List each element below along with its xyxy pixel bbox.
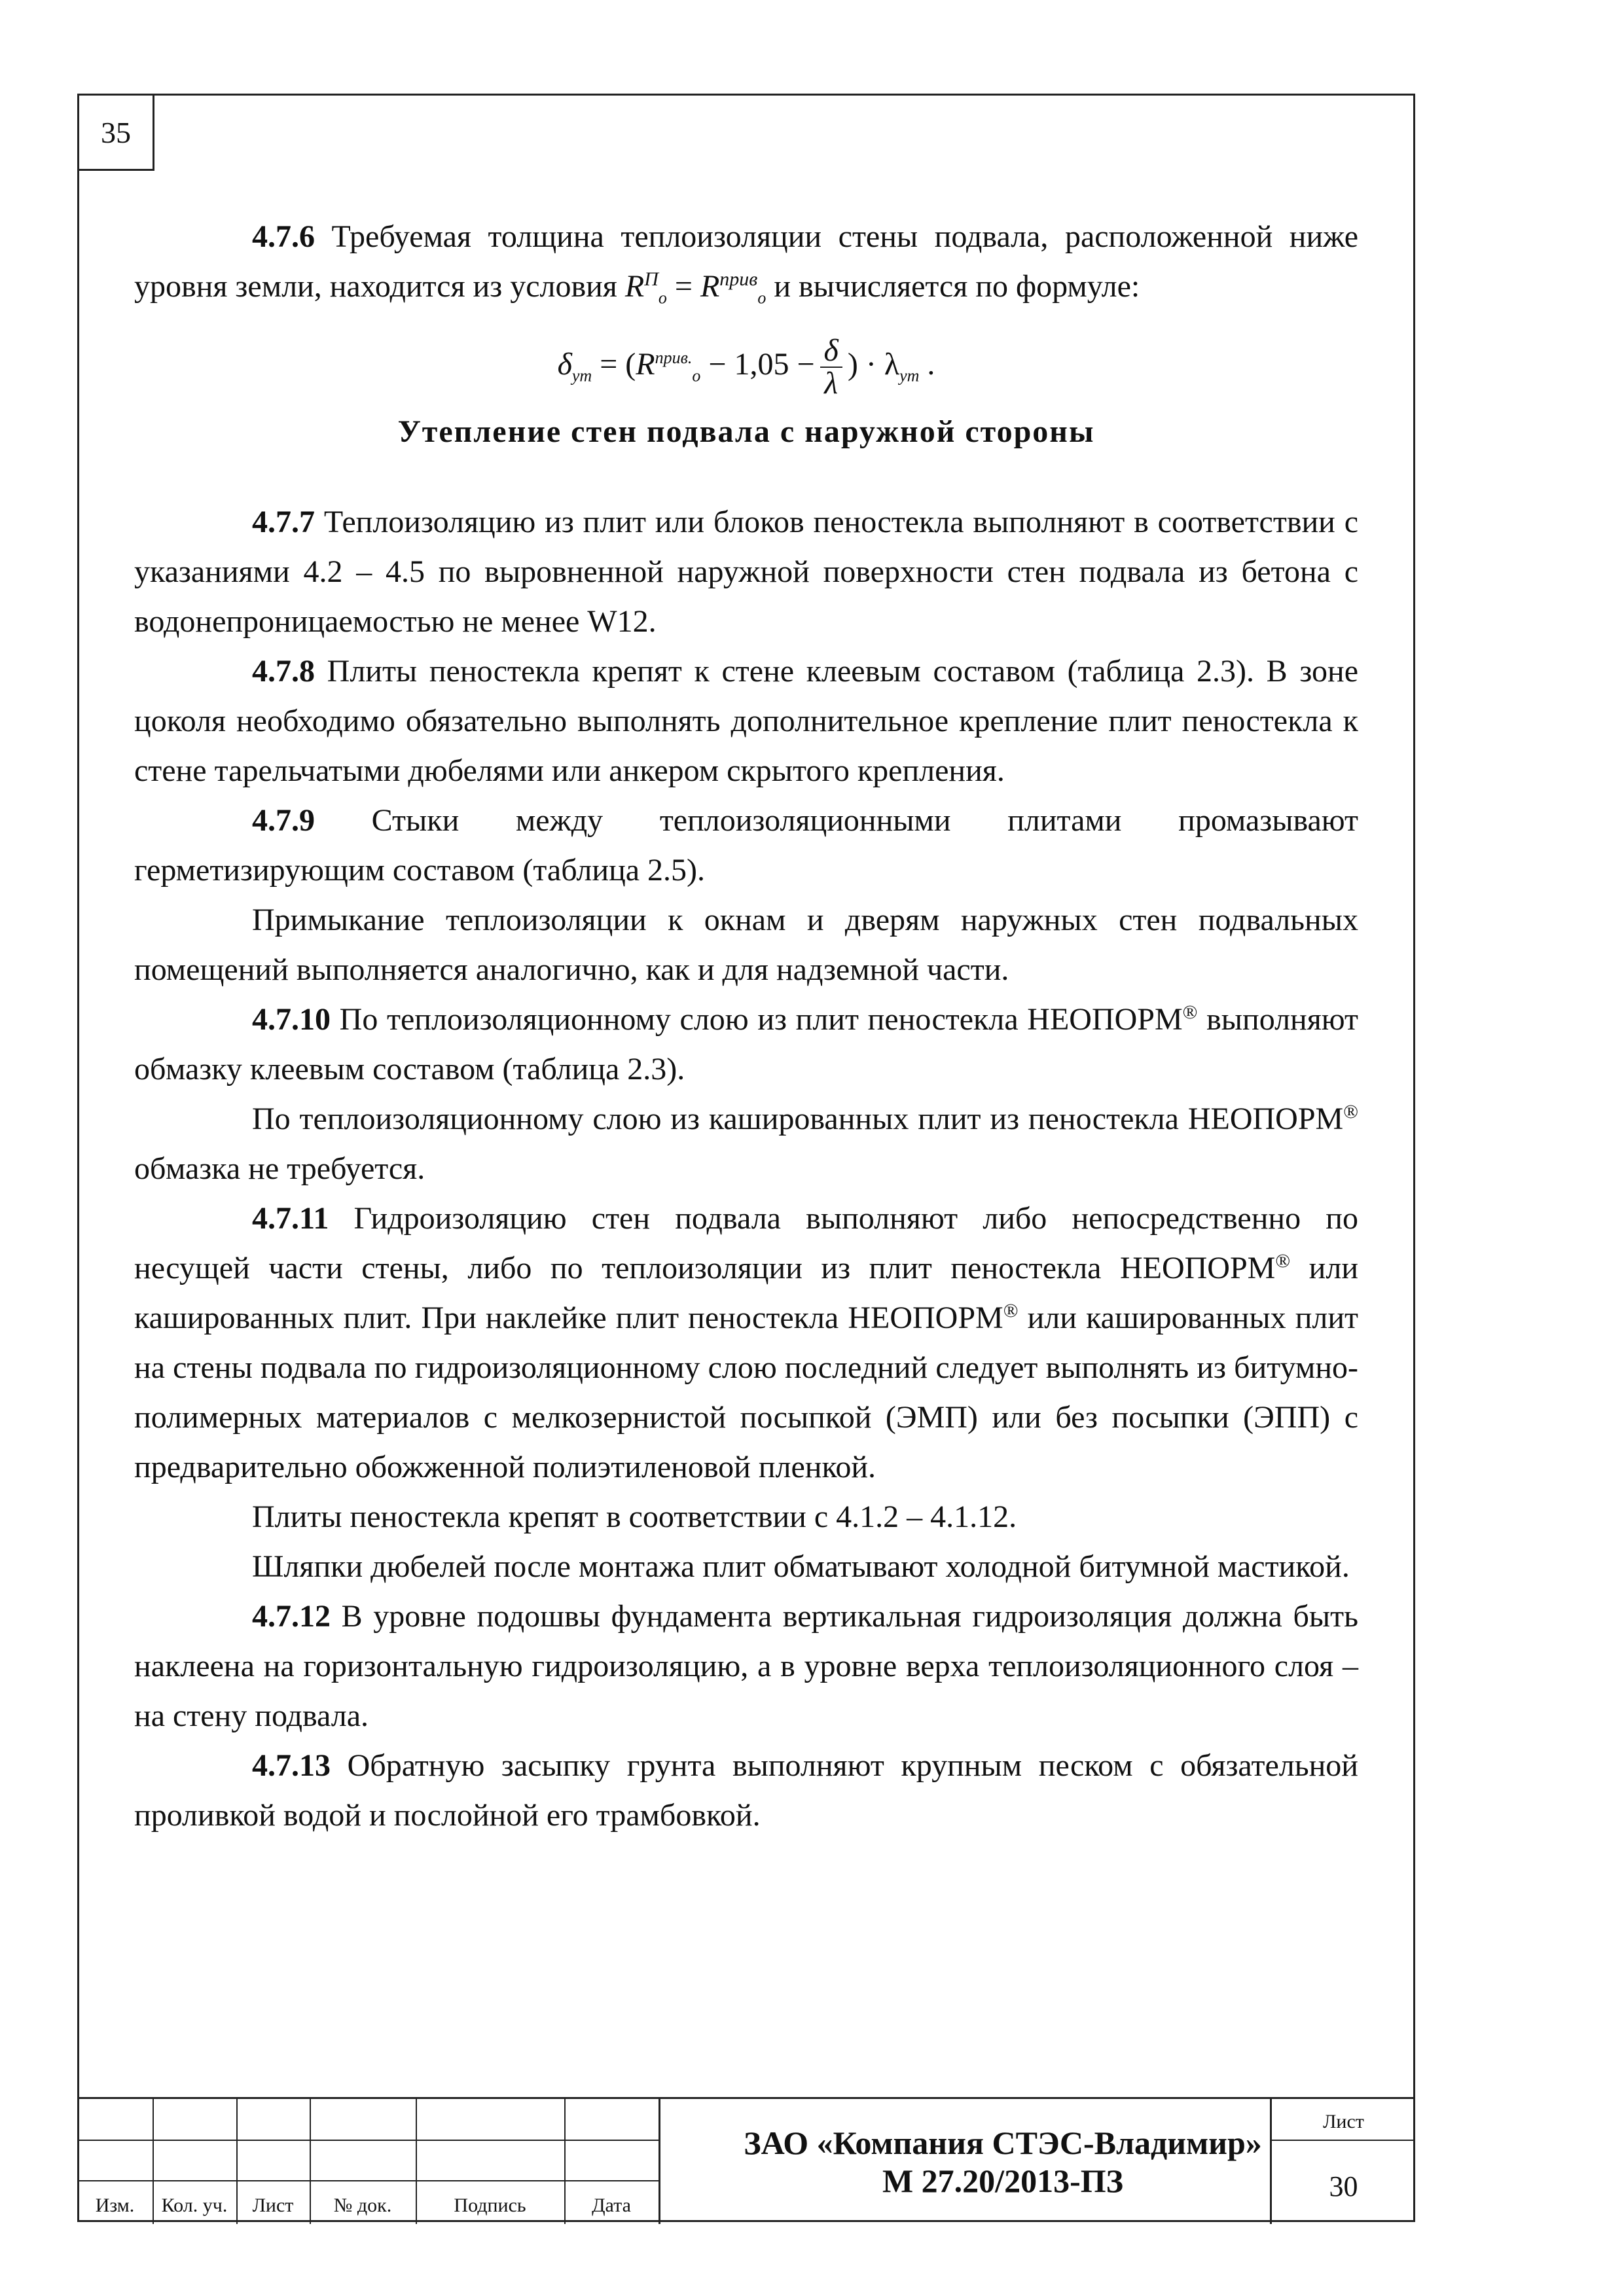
cond-left-base: R	[624, 269, 645, 304]
clause-number: 4.7.11	[252, 1201, 329, 1236]
cond-right-sup: прив	[719, 268, 758, 290]
formula-thickness	[134, 332, 1358, 401]
col-date: Дата	[592, 2195, 631, 2216]
formula-r: R	[636, 346, 655, 382]
formula-delta-sub: ут	[571, 366, 592, 386]
clause-number: 4.7.13	[252, 1748, 331, 1784]
tb-divider	[77, 2180, 659, 2181]
clause-text: Стыки между теплоизоляционными плитами промазывают герметизирующим составом (таблица 2.5).	[134, 803, 1358, 888]
paragraph-4-7-9	[134, 796, 1358, 895]
col-list: Лист	[252, 2195, 294, 2216]
formula-fraction	[820, 332, 842, 401]
paragraph-4-7-13	[134, 1741, 1358, 1840]
registered-mark: ®	[1275, 1250, 1291, 1272]
col-kol-uch: Кол. уч.	[161, 2195, 228, 2216]
formula-dot: .	[919, 346, 935, 382]
cond-left-sup: П	[644, 268, 659, 290]
formula-delta: δ	[557, 346, 572, 382]
paragraph-4-7-11	[134, 1194, 1358, 1492]
corner-page-number: 35	[77, 94, 154, 171]
clause-number: 4.7.7	[252, 505, 315, 540]
formula-lambda-sub: ут	[899, 366, 920, 386]
paragraph-coating	[134, 1094, 1358, 1194]
cond-right-sub: o	[757, 288, 767, 308]
formula-minus: − 1,05 −	[700, 346, 815, 382]
cond-eq: =	[666, 269, 700, 304]
fraction-denominator: λ	[824, 365, 839, 401]
clause-number: 4.7.9	[252, 803, 315, 838]
cond-right-base: R	[700, 269, 720, 304]
clause-number: 4.7.10	[252, 1002, 331, 1037]
clause-number: 4.7.6	[252, 219, 315, 254]
clause-text: выполняют обмазку клеевым составом (таблица 2.3).	[134, 1002, 1359, 1087]
cond-left-sub: o	[658, 288, 667, 308]
condition-formula	[624, 268, 767, 308]
paragraph-4-7-6	[134, 212, 1358, 323]
clause-text: Обратную засыпку грунта выполняют крупным песком с обязательной проливкой водой и послойной его трамбовкой.	[134, 1748, 1358, 1833]
clause-text: Гидроизоляцию стен подвала выполняют либо непосредственно по несущей части стены, либо по теплоизоляции из плит пеностекла НЕОПОРМ	[134, 1201, 1358, 1286]
clause-text: В уровне подошвы фундамента вертикальная гидроизоляция должна быть наклеена на горизонтальную гидроизоляцию, а в уровне верха теплоизоляционного слоя – на стену подвала.	[134, 1599, 1358, 1734]
paragraph-4-7-12	[134, 1592, 1358, 1741]
formula-r-sup: прив.	[655, 348, 693, 367]
document-body	[134, 212, 1358, 1840]
clause-text: По теплоизоляционному слою из плит пеностекла НЕОПОРМ	[331, 1002, 1183, 1037]
company-block	[666, 2124, 1339, 2200]
clause-number: 4.7.8	[252, 654, 315, 689]
clause-text: Теплоизоляцию из плит или блоков пеностекла выполняют в соответствии с указаниями 4.2 – 4.5 по выровненной наружной поверхности стен подвала из бетона с водонепроницаемостью не менее W12.	[134, 505, 1358, 639]
section-heading: Утепление стен подвала с наружной стороны	[397, 414, 1095, 450]
title-block	[77, 2097, 1415, 2222]
clause-text: По теплоизоляционному слою из кашированных плит из пеностекла НЕОПОРМ	[252, 1102, 1344, 1137]
col-doc-number: № док.	[333, 2195, 392, 2216]
company-name: ЗАО «Компания СТЭС-Владимир»	[744, 2125, 1262, 2161]
registered-mark: ®	[1182, 1001, 1198, 1024]
col-izm: Изм.	[95, 2195, 135, 2216]
registered-mark: ®	[1343, 1101, 1358, 1123]
registered-mark: ®	[1003, 1300, 1019, 1322]
tb-divider	[659, 2099, 660, 2224]
clause-text: и вычисляется по формуле:	[766, 269, 1140, 304]
clause-text: или кашированных плит. При наклейке плит пеностекла НЕОПОРМ	[134, 1251, 1359, 1336]
clause-number: 4.7.12	[252, 1599, 331, 1634]
clause-text: Плиты пеностекла крепят к стене клеевым составом (таблица 2.3). В зоне цоколя необходимо обязательно выполнять дополнительное крепление плит пеностекла к стене тарельчатыми дюбелями или анкером скрытого крепления.	[134, 654, 1358, 789]
paragraph-4-7-7	[134, 497, 1358, 647]
paragraph-fixing: Плиты пеностекла крепят в соответствии с 4.1.2 – 4.1.12.	[252, 1499, 1017, 1535]
paragraph-4-7-8	[134, 647, 1358, 796]
formula-close: ) · λ	[847, 346, 900, 382]
sheet-number: 30	[1329, 2170, 1358, 2202]
document-code: М 27.20/2013-ПЗ	[882, 2162, 1124, 2199]
sheet-label: Лист	[1323, 2111, 1364, 2132]
col-signature: Подпись	[454, 2195, 526, 2216]
formula-r-sub: o	[692, 366, 701, 386]
clause-text: или кашированных плит на стены подвала по гидроизоляционному слою последний следует выполнять из битумно-полимерных материалов с мелкозернистой посыпкой (ЭМП) или без посыпки (ЭПП) с предварительно обожженной полиэтиленовой пленкой.	[134, 1300, 1358, 1485]
formula-eq: = (	[592, 346, 636, 382]
clause-text: обмазка не требуется.	[134, 1151, 425, 1187]
clause-text: Требуемая толщина теплоизоляции стены подвала, расположенной ниже уровня земли, находится из условия	[134, 219, 1358, 304]
paragraph-adjoining: Примыкание теплоизоляции к окнам и дверям наружных стен подвальных помещений выполняется аналогично, как и для надземной части.	[134, 903, 1358, 988]
tb-divider	[77, 2140, 659, 2141]
fraction-numerator: δ	[820, 335, 842, 368]
paragraph-4-7-10	[134, 995, 1358, 1094]
paragraph-dowels: Шляпки дюбелей после монтажа плит обматывают холодной битумной мастикой.	[252, 1549, 1350, 1585]
